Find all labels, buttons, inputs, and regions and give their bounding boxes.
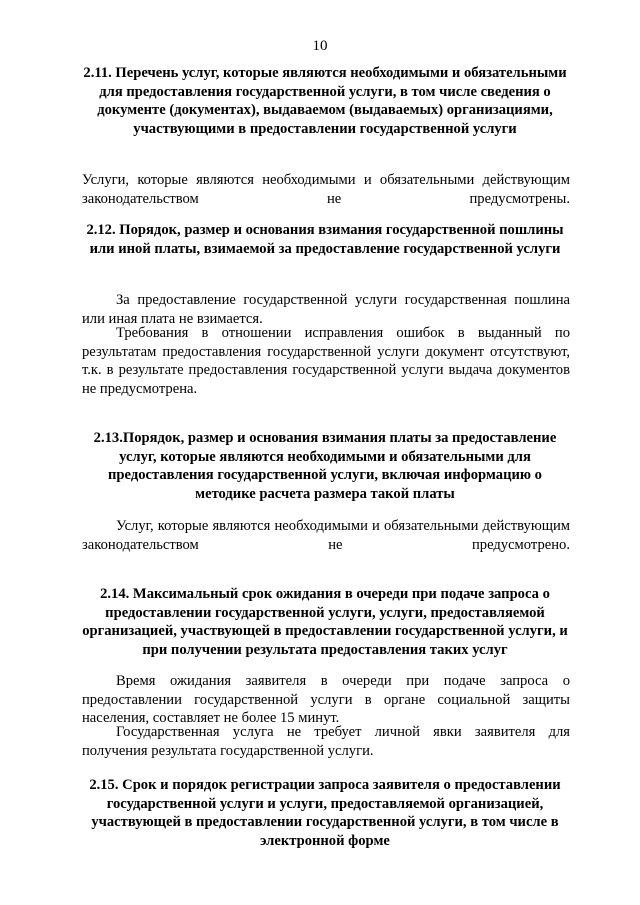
section-2-13-paragraph: Услуг, которые являются необходимыми и обязательными действующим законодательством не предусмотрено. bbox=[82, 518, 570, 553]
section-2-15-heading: 2.15. Срок и порядок регистрации запроса заявителя о предоставлении государственной услуги и услуги, предоставляемой организацией, участвующей в предоставлении государственной услуги, в том числе в электронной форме bbox=[89, 777, 561, 849]
section-2-11-heading: 2.11. Перечень услуг, которые являются необходимыми и обязательными для предоставления государственной услуги, в том числе сведения о документе (документах), выдаваемом (выдаваемых) организациями, участвующими в предоставлении государственной услуги bbox=[83, 65, 567, 137]
section-2-13-heading: 2.13.Порядок, размер и основания взимания платы за предоставление услуг, которые являются необходимыми и обязательными для предоставления государственной услуги, включая информацию о методике расчета размера такой платы bbox=[93, 430, 557, 502]
section-2-12-paragraph-1: За предоставление государственной услуги государственная пошлина или иная плата не взимается. bbox=[82, 292, 570, 327]
section-2-14-paragraph-1: Время ожидания заявителя в очереди при подаче запроса о предоставлении государственной услуги в органе социальной защиты населения, составляет не более 15 минут. bbox=[82, 673, 570, 727]
section-2-11-paragraph: Услуги, которые являются необходимыми и обязательными действующим законодательством не предусмотрены. bbox=[82, 172, 570, 207]
section-2-14-paragraph-2: Государственная услуга не требует личной явки заявителя для получения результата государственной услуги. bbox=[82, 724, 570, 759]
page-number: 10 bbox=[312, 38, 328, 54]
section-2-12-paragraph-2: Требования в отношении исправления ошибок в выданный по результатам предоставления государственной услуги документ отсутствуют, т.к. в результате предоставления государственной услуги выдача документов не предусмотрена. bbox=[82, 325, 570, 397]
section-2-14-heading: 2.14. Максимальный срок ожидания в очереди при подаче запроса о предоставлении государственной услуги, услуги, предоставляемой организацией, участвующей в предоставлении государственной услуги, и при получении результата предоставления таких услуг bbox=[82, 586, 568, 658]
section-2-12-heading: 2.12. Порядок, размер и основания взимания государственной пошлины или иной платы, взимаемой за предоставление государственной услуги bbox=[86, 222, 564, 257]
